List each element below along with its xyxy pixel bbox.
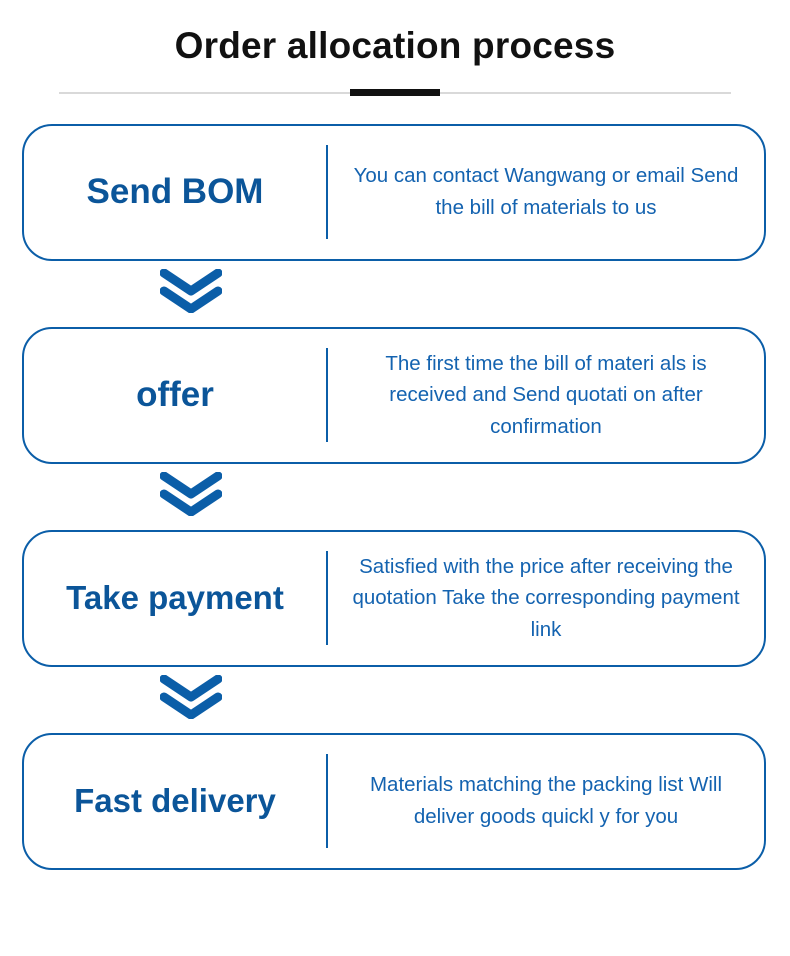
step-card-1 [22, 124, 766, 261]
page-title: Order allocation process [174, 25, 616, 66]
header [0, 0, 790, 96]
double-chevron-down-icon [160, 269, 222, 318]
step-description-3: Satisfied with the price after receiving the quotation Take the corresponding payment link [352, 554, 740, 642]
title-underline [59, 89, 731, 96]
double-chevron-down-icon [160, 675, 222, 724]
step-description-4: Materials matching the packing list Will deliver goods quickl y for you [369, 773, 723, 829]
step-card-3 [22, 530, 766, 667]
step-title-3: Take payment [66, 579, 284, 617]
step-title-1: Send BOM [86, 171, 264, 211]
double-chevron-down-icon [160, 472, 222, 521]
steps-list [0, 124, 790, 870]
step-description-2: The first time the bill of materi als is received and Send quotati on after confirmation [385, 351, 707, 439]
step-description-1: You can contact Wangwang or email Send the bill of materials to us [353, 164, 739, 220]
step-card-2 [22, 327, 766, 464]
step-title-2: offer [136, 374, 214, 414]
connector-2 [22, 464, 768, 530]
connector-1 [22, 261, 768, 327]
step-title-4: Fast delivery [74, 782, 276, 820]
connector-3 [22, 667, 768, 733]
title-underline-accent [350, 89, 440, 96]
step-card-4 [22, 733, 766, 870]
